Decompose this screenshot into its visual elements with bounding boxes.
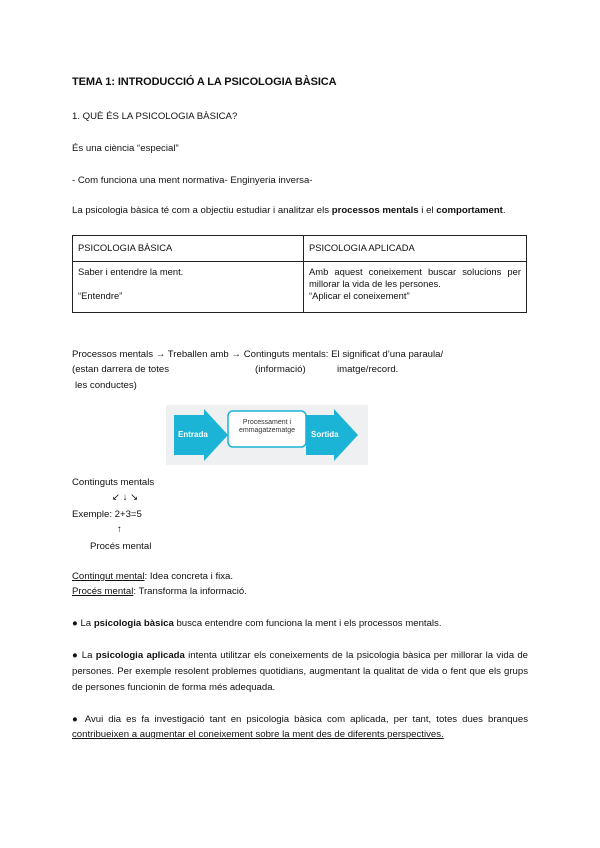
table-header-row: [73, 236, 527, 262]
output-label: Sortida: [311, 430, 339, 439]
input-label: Entrada: [178, 430, 208, 439]
table-cell: [304, 262, 527, 313]
process-label: Processament i emmagatzematge: [238, 419, 296, 434]
example-label: Continguts mentals: [72, 477, 155, 488]
table-cell: [73, 262, 304, 313]
flow-line-2b: (informació): [255, 364, 306, 375]
intro-line-1: És una ciència “especial”: [72, 143, 179, 154]
table-header: PSICOLOGIA APLICADA: [304, 236, 527, 262]
flow-line-2c: imatge/record.: [337, 364, 399, 375]
page-title: TEMA 1: INTRODUCCIÓ A LA PSICOLOGIA BÀSICA: [72, 76, 337, 88]
aplicada-description: Amb aquest coneixement buscar solucions per millorar la vida de les persones.: [309, 266, 521, 289]
process-diagram: [166, 405, 368, 465]
bullet-recerca: ● Avui dia es fa investigació tant en psicologia bàsica com aplicada, per tant, totes dues branques contribueixen a augmentar el coneixement sobre la ment des de diferents perspectives.: [72, 714, 529, 740]
basica-keyword: “Entendre”: [78, 290, 123, 301]
flow-line-1: Processos mentals → Treballen amb → Continguts mentals: El significat d’una paraula/: [72, 349, 444, 360]
bullet-basica: ● La psicologia bàsica busca entendre com funciona la ment i els processos mentals.: [72, 618, 442, 629]
definition-proces: Procés mental: Transforma la informació.: [72, 586, 247, 597]
example-formula: Exemple: 2+3=5: [72, 509, 142, 520]
table-header: PSICOLOGIA BÀSICA: [73, 236, 304, 262]
section-heading: 1. QUÈ ÉS LA PSICOLOGIA BÀSICA?: [72, 111, 238, 122]
table-row: [73, 262, 527, 313]
example-arrow-up: ↑: [117, 524, 122, 535]
example-process: Procés mental: [90, 541, 152, 552]
flow-line-3: les conductes): [75, 380, 137, 391]
example-arrows-down: ↙ ↓ ↘: [112, 492, 139, 503]
objective-paragraph: La psicologia bàsica té com a objectiu estudiar i analitzar els processos mentals i el comportament.: [72, 205, 506, 216]
basica-description: Saber i entendre la ment.: [78, 266, 184, 277]
aplicada-keyword: “Aplicar el coneixement”: [309, 290, 410, 301]
flow-line-2a: (estan darrera de totes: [72, 364, 170, 375]
definition-contingut: Contingut mental: Idea concreta i fixa.: [72, 571, 234, 582]
bullet-aplicada: ● La psicologia aplicada intenta utilitzar els coneixements de la psicologia bàsica per millorar la vida de persones. Per exemple resolent problemes quotidians, augmentant la qualitat de vida o fent que els grups de persones funcionin de forma més adequada.: [72, 650, 529, 693]
intro-line-2: - Com funciona una ment normativa- Enginyeria inversa-: [72, 175, 313, 186]
comparison-table: [72, 235, 527, 313]
